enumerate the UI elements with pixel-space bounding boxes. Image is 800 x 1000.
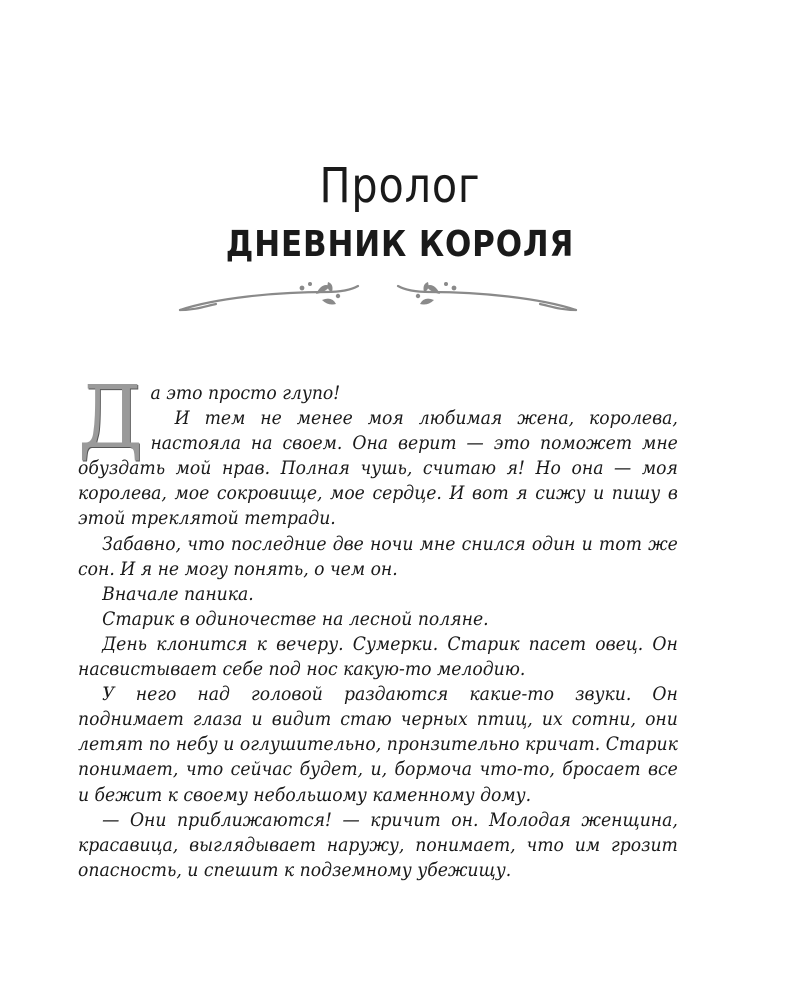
paragraph: Забавно, что последние две ночи мне снился один и тот же сон. И я не могу понять, о чем он.: [78, 533, 678, 580]
drop-cap: Д: [78, 368, 144, 468]
body-text: [78, 368, 678, 883]
paragraph: У него над головой раздаются какие-то звуки. Он поднимает глаза и видит стаю черных птиц, их сотни, они летят по небу и оглушительно, пронзительно кричат. Старик понимает, что сейчас будет, и, бормоча что-то, бросает все и бежит к своему небольшому каменному дому.: [78, 684, 678, 806]
paragraph: Да это просто глупо!: [78, 368, 341, 468]
paragraph: День клонится к вечеру. Сумерки. Старик пасет овец. Он насвистывает себе под нос какую-то мелодию.: [78, 633, 678, 681]
chapter-title: Пролог: [319, 158, 481, 214]
paragraph: И тем не менее моя любимая жена, королева, настояла на своем. Она верит — это поможет мне обуздать мой нрав. Полная чушь, считаю я! Но она — моя королева, мое сокровище, мое сердце. И вот я сижу и пишу в этой треклятой тетради.: [78, 408, 678, 530]
paragraph: — Они приближаются! — кричит он. Молодая женщина, красавица, выглядывает наружу, понимает, что им грозит опасность, и спешит к подземному убежищу.: [78, 809, 678, 881]
paragraph: Вначале паника.: [102, 583, 254, 605]
paragraph: Старик в одиночестве на лесной поляне.: [102, 608, 489, 630]
chapter-subtitle: ДНЕВНИК КОРОЛЯ: [225, 224, 575, 265]
flourish-divider-icon: [176, 270, 580, 316]
